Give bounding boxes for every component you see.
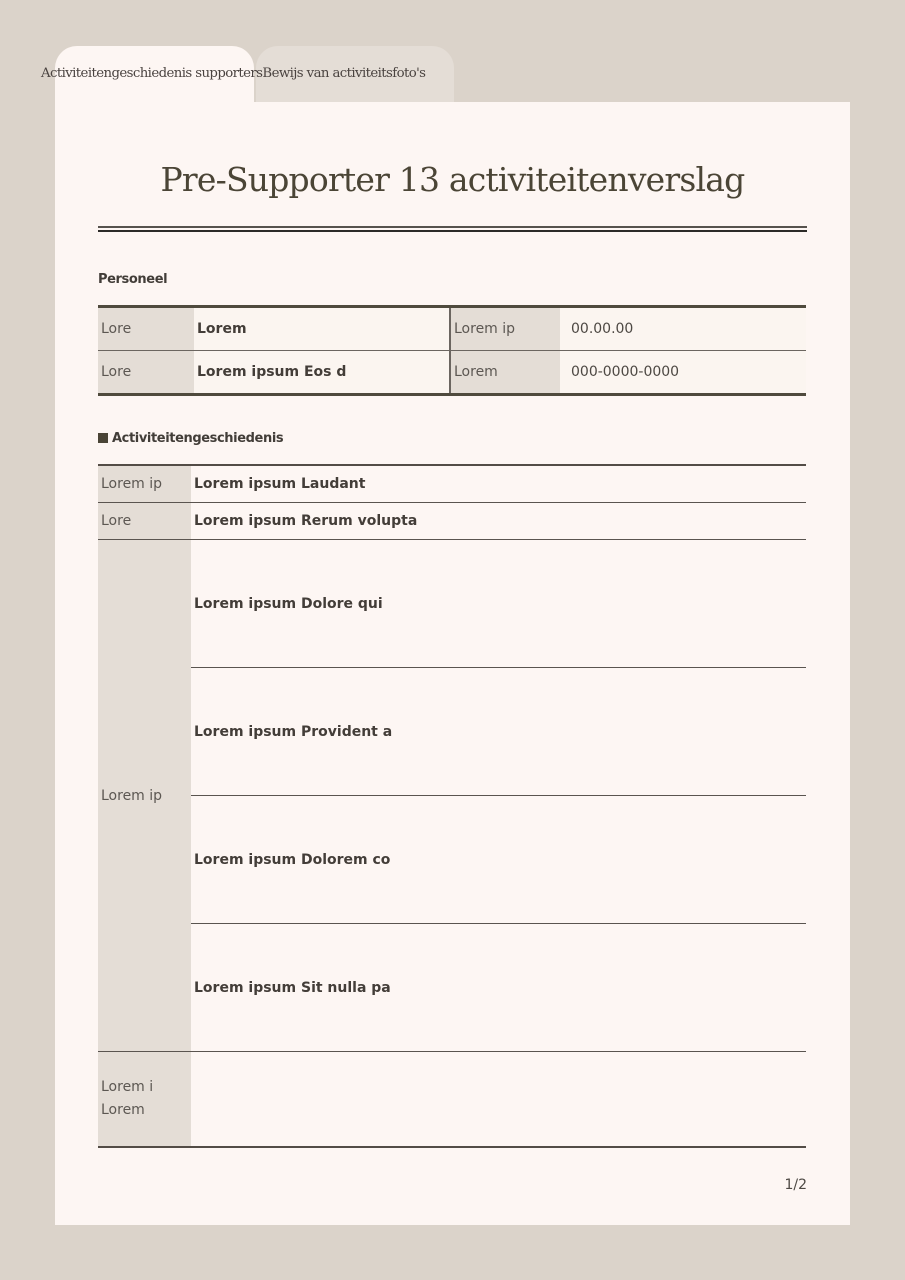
activity-item-text: Lorem ipsum Dolorem co xyxy=(194,852,391,868)
table-row xyxy=(98,540,806,668)
notes-label xyxy=(98,1052,191,1148)
personnel-label: Lore xyxy=(98,351,194,395)
activity-item xyxy=(191,540,806,668)
activity-item xyxy=(191,668,806,796)
personnel-table xyxy=(98,305,806,396)
table-row xyxy=(98,796,806,924)
document-page xyxy=(55,102,850,1225)
tab-photo-evidence-label[interactable]: Bewijs van activiteitsfoto's xyxy=(262,66,426,81)
page-title: Pre-Supporter 13 activiteitenverslag xyxy=(160,160,745,199)
table-row xyxy=(98,924,806,1052)
square-bullet-icon xyxy=(98,433,108,443)
title-double-rule xyxy=(98,226,807,230)
table-row xyxy=(98,1052,806,1148)
activity-item xyxy=(191,924,806,1052)
table-row xyxy=(98,503,806,540)
activity-item-text: Lorem ipsum Sit nulla pa xyxy=(194,980,391,996)
tab-labels xyxy=(41,66,425,81)
activity-label: Lorem ip xyxy=(98,465,191,503)
personnel-label: Lorem ip xyxy=(450,307,560,351)
table-row xyxy=(98,307,806,351)
personnel-phone-value: 000-0000-0000 xyxy=(560,351,806,395)
activity-value: Lorem ipsum Laudant xyxy=(191,465,806,503)
personnel-heading: Personeel xyxy=(98,272,168,287)
table-row xyxy=(98,465,806,503)
notes-label-line: Lorem xyxy=(101,1102,145,1118)
activity-item xyxy=(191,796,806,924)
activity-heading xyxy=(98,431,283,446)
table-row xyxy=(98,351,806,395)
activity-group-label: Lorem ip xyxy=(98,540,191,1052)
activity-label: Lore xyxy=(98,503,191,540)
personnel-label: Lore xyxy=(98,307,194,351)
notes-value[interactable] xyxy=(191,1052,806,1148)
personnel-value: Lorem xyxy=(194,307,450,351)
activity-item-text: Lorem ipsum Dolore qui xyxy=(194,596,383,612)
personnel-value: Lorem ipsum Eos d xyxy=(194,351,450,395)
activity-heading-text: Activiteitengeschiedenis xyxy=(112,431,284,446)
personnel-date-value: 00.00.00 xyxy=(560,307,806,351)
activity-item-text: Lorem ipsum Provident a xyxy=(194,724,393,740)
page-number: 1/2 xyxy=(784,1177,807,1193)
tab-supporter-history-label[interactable]: Activiteitengeschiedenis supporters xyxy=(41,66,263,81)
activity-value: Lorem ipsum Rerum volupta xyxy=(191,503,806,540)
personnel-label: Lorem xyxy=(450,351,560,395)
activity-table xyxy=(98,464,806,1148)
notes-label-line: Lorem i xyxy=(101,1079,154,1095)
table-row xyxy=(98,668,806,796)
